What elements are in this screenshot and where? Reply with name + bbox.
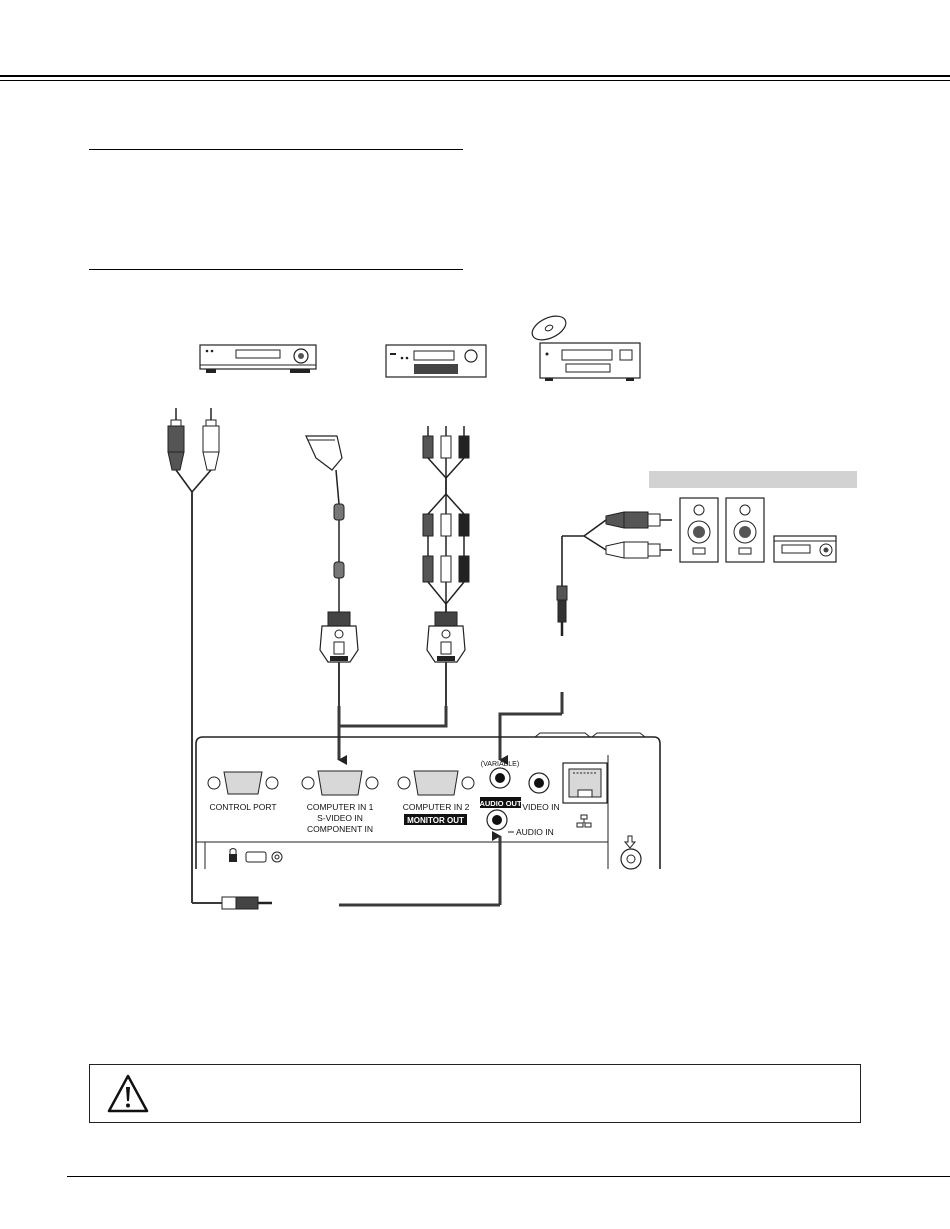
audio-output-cable (500, 471, 857, 760)
kensington-lock-icon (229, 849, 282, 863)
audio-out-label: AUDIO OUT (479, 799, 522, 808)
projector-terminal-panel (196, 733, 660, 869)
dvd-player (528, 311, 640, 381)
lan-port[interactable] (563, 763, 607, 803)
component-in-label: COMPONENT IN (307, 824, 373, 834)
video-in-jack[interactable] (529, 773, 549, 793)
audio-in-jack[interactable] (487, 810, 514, 832)
control-port-label: CONTROL PORT (209, 802, 277, 812)
variable-label: (VARIABLE) (480, 761, 520, 768)
caution-notice-box (89, 1064, 861, 1123)
speaker-right (726, 498, 764, 562)
audio-equipment-header-bar (649, 471, 857, 488)
input-feed-line (339, 706, 446, 760)
arrow-down-icon (625, 836, 635, 848)
audio-in-label: AUDIO IN (516, 827, 554, 837)
footer-rule (67, 1176, 950, 1177)
computer-in-2-port[interactable] (398, 771, 474, 795)
scart-cable (306, 436, 358, 706)
video-in-label: VIDEO IN (522, 802, 560, 812)
audio-input-feed-line (339, 836, 500, 905)
video-cassette-recorder (200, 345, 316, 373)
audio-out-jack[interactable] (490, 768, 510, 788)
component-cable (423, 426, 469, 706)
lan-icon (577, 815, 591, 827)
video-player (386, 345, 486, 377)
monitor-out-label: MONITOR OUT (407, 816, 464, 825)
computer-in-1-port[interactable] (302, 771, 378, 795)
audio-rca-cable-left (168, 408, 272, 909)
computer-in-1-label: COMPUTER IN 1 (306, 802, 374, 812)
speaker-left (680, 498, 718, 562)
service-jack[interactable] (621, 849, 641, 869)
control-port[interactable] (208, 772, 278, 794)
audio-amplifier (774, 536, 836, 562)
computer-in-2-label: COMPUTER IN 2 (402, 802, 470, 812)
warning-triangle-icon (106, 1073, 150, 1115)
s-video-in-label: S-VIDEO IN (317, 813, 363, 823)
